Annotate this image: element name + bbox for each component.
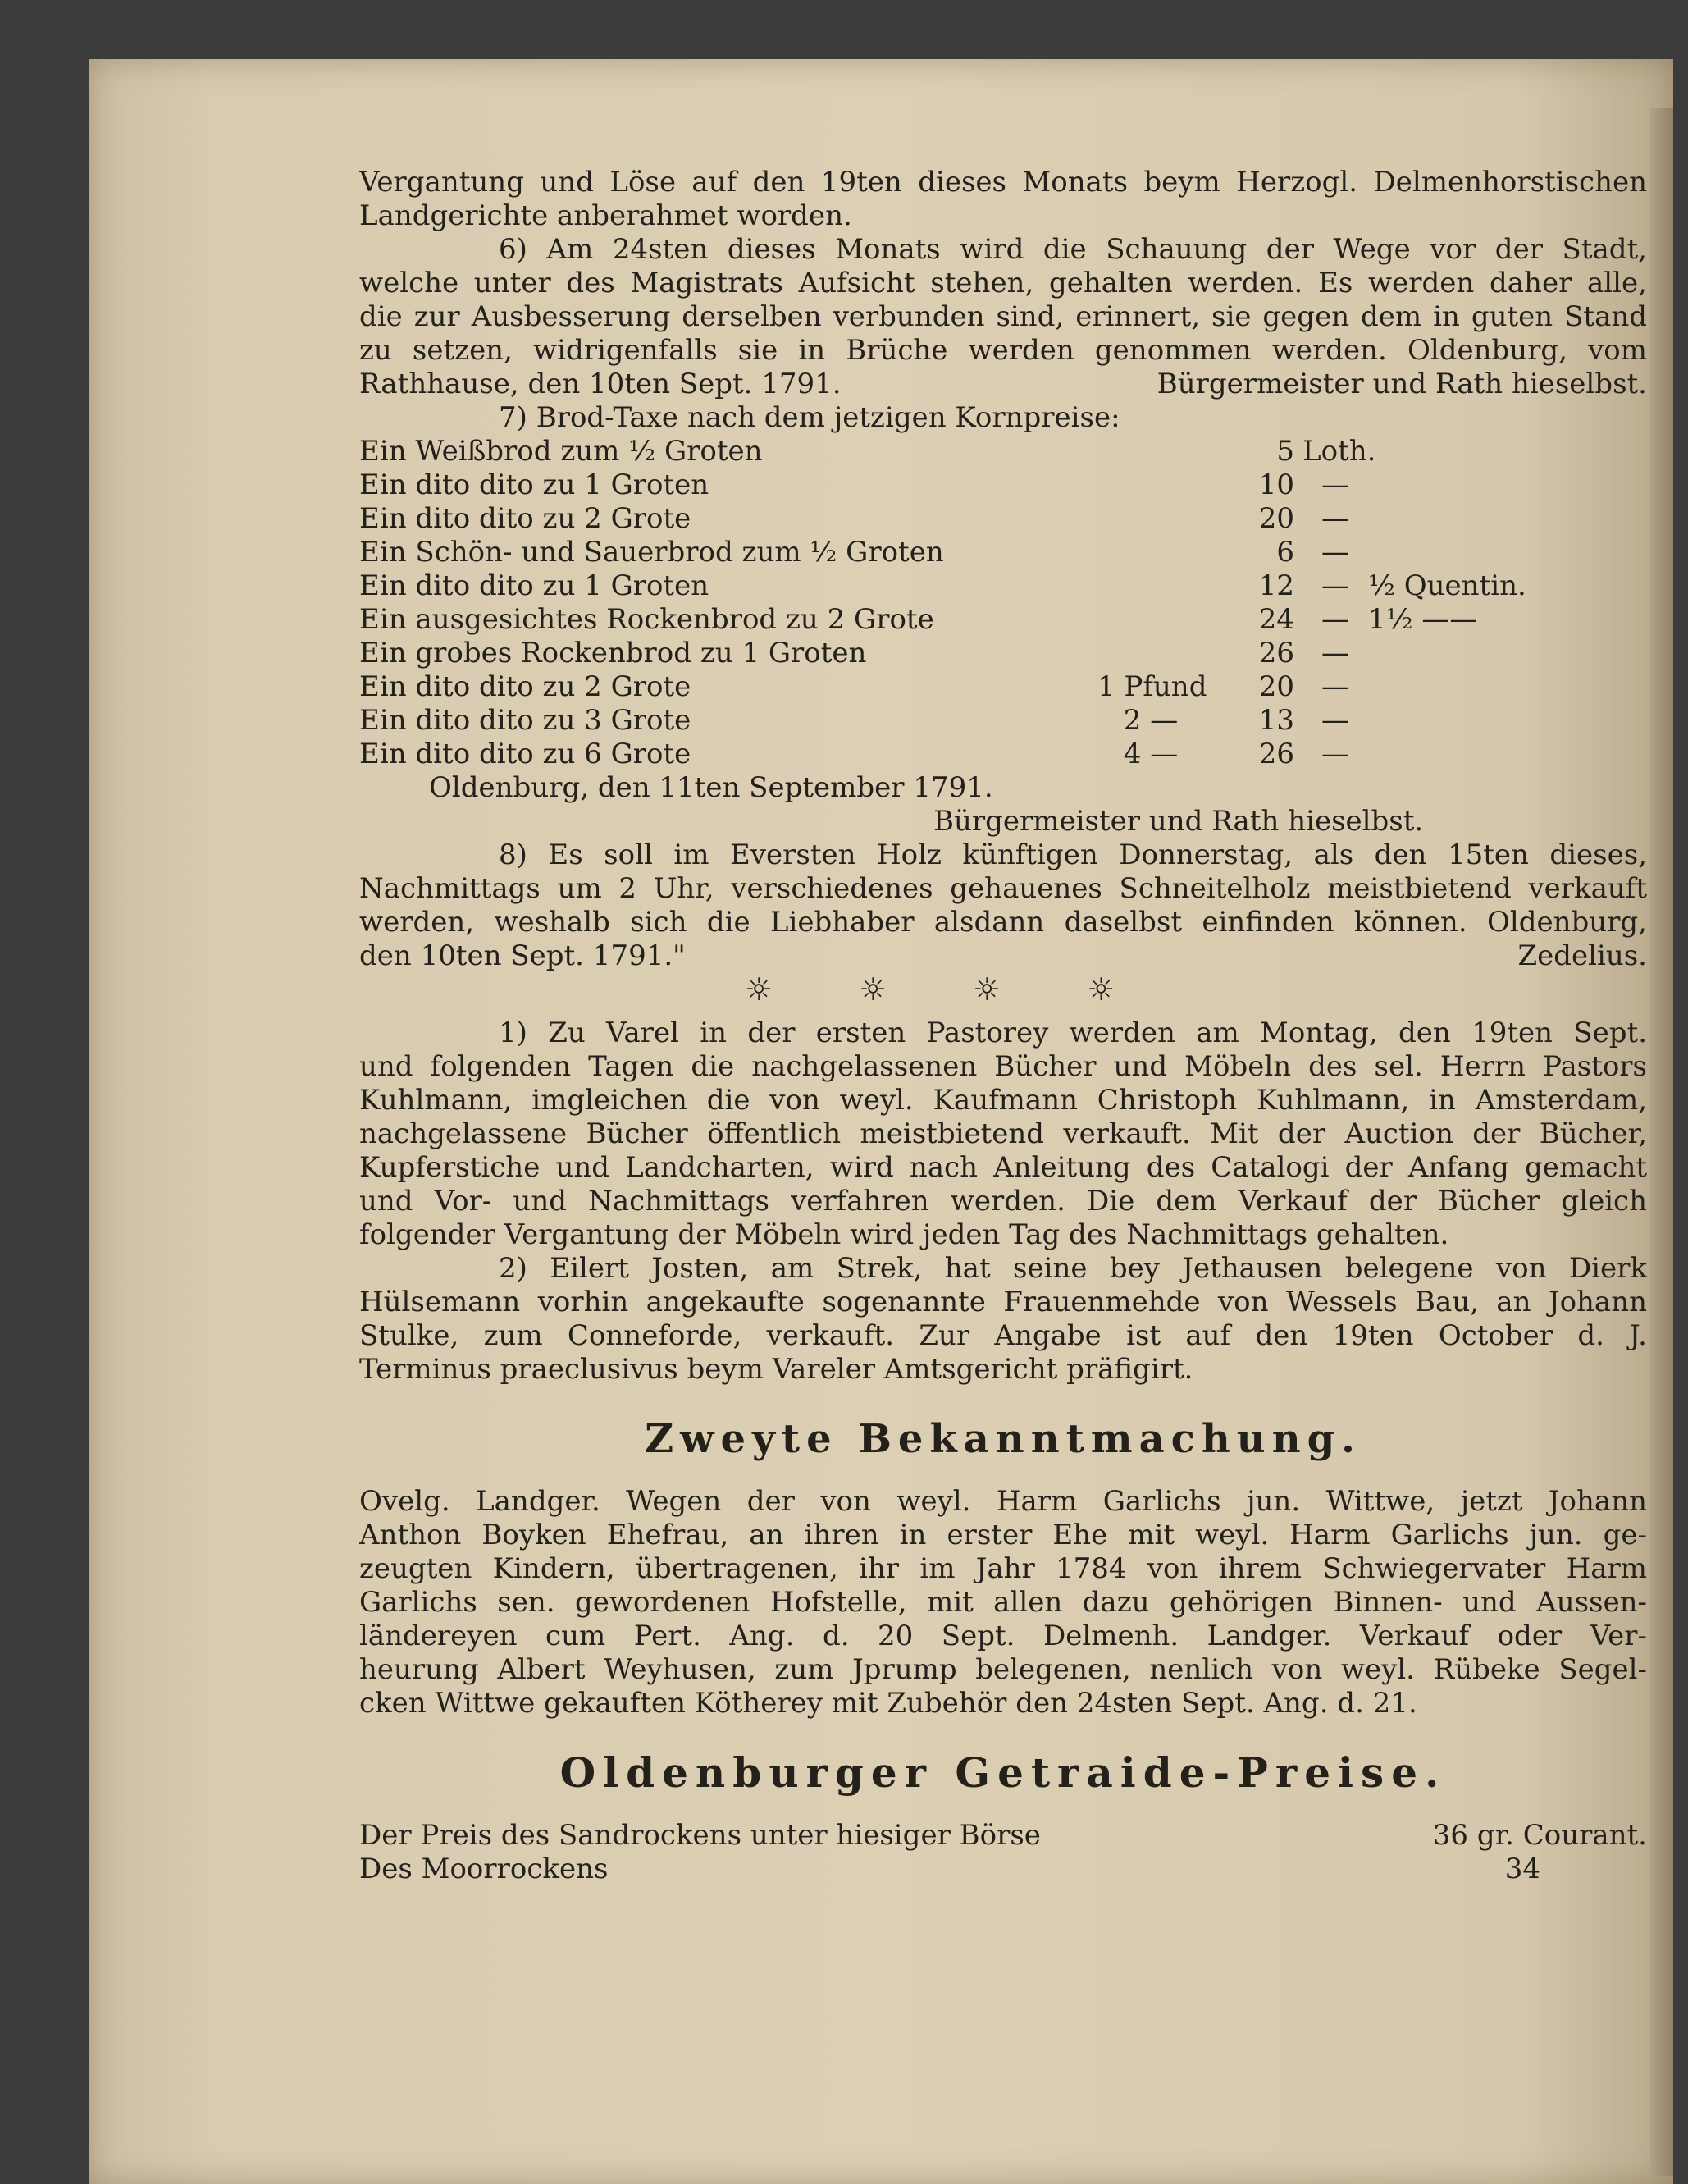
page-text xyxy=(359,166,1647,1886)
price-value: 36 gr. Courant. xyxy=(1432,1819,1647,1852)
text-line: nachgelassene Bücher öffentlich meistbietend verkauft. Mit der Auction der Bücher, xyxy=(359,1117,1647,1150)
text-line: und folgenden Tagen die nachgelassenen Bücher und Möbeln des sel. Herrn Pastors xyxy=(359,1050,1647,1083)
text-line: Ovelg. Landger. Wegen der von weyl. Harm Garlichs jun. Wittwe, jetzt Johann xyxy=(359,1485,1647,1518)
table-row xyxy=(359,603,1647,637)
text-line: Anthon Boyken Ehefrau, an ihren in erster Ehe mit weyl. Harm Garlichs jun. ge- xyxy=(359,1519,1647,1551)
table-cell-unit: — xyxy=(1321,536,1349,569)
section-heading: Oldenburger Getraide-Preise. xyxy=(559,1748,1447,1797)
table-row xyxy=(359,738,1647,771)
signature-name: Zedelius. xyxy=(1517,939,1647,972)
table-cell-item: Ein dito dito zu 1 Groten xyxy=(359,468,709,501)
table-cell-quentin xyxy=(1368,502,1614,536)
sun-ornament-icon: ☼ xyxy=(1087,971,1115,1007)
table-cell-quentin xyxy=(1368,468,1614,502)
table-row xyxy=(359,704,1647,738)
table-row xyxy=(359,502,1647,536)
table-cell-item: Ein Schön- und Sauerbrod zum ½ Groten xyxy=(359,536,944,569)
text-line: ländereyen cum Pert. Ang. d. 20 Sept. Delmenh. Landger. Verkauf oder Ver- xyxy=(359,1620,1647,1652)
table-cell-loth: 10 xyxy=(1258,468,1294,501)
table-cell-item: Ein dito dito zu 2 Grote xyxy=(359,670,691,703)
section-heading: Zweyte Bekanntmachung. xyxy=(645,1416,1362,1462)
table-cell-loth: 26 xyxy=(1258,738,1294,770)
newspaper-page xyxy=(89,59,1673,2184)
table-cell-pfund xyxy=(1097,468,1204,502)
table-row xyxy=(359,536,1647,569)
signature-date: Rathhause, den 10ten Sept. 1791. xyxy=(359,368,842,400)
price-row xyxy=(359,1819,1647,1853)
table-cell-item: Ein grobes Rockenbrod zu 1 Groten xyxy=(359,637,867,669)
table-row xyxy=(359,670,1647,704)
text-line: cken Wittwe gekauften Kötherey mit Zubehör den 24sten Sept. Ang. d. 21. xyxy=(359,1687,1417,1720)
table-cell-unit: — xyxy=(1321,468,1349,501)
table-cell-quentin xyxy=(1368,637,1614,670)
sun-ornament-icon: ☼ xyxy=(859,971,887,1007)
text-line: Vergantung und Löse auf den 19ten dieses Monats beym Herzogl. Delmenhorstischen xyxy=(359,166,1647,199)
table-cell-quentin xyxy=(1368,738,1614,771)
table-cell-loth: 5 xyxy=(1276,435,1294,468)
table-cell-quentin xyxy=(1368,435,1614,468)
table-cell-unit: — xyxy=(1321,704,1349,737)
text-line: Kuhlmann, imgleichen die von weyl. Kaufmann Christoph Kuhlmann, in Amsterdam, xyxy=(359,1084,1647,1117)
table-cell-unit: — xyxy=(1321,502,1349,535)
table-row xyxy=(359,637,1647,670)
signature-authority: Bürgermeister und Rath hieselbst. xyxy=(1157,368,1647,400)
text-line: folgender Vergantung der Möbeln wird jeden Tag des Nachmittags gehalten. xyxy=(359,1218,1449,1251)
ornament-divider xyxy=(359,973,1647,1007)
table-cell-loth: 20 xyxy=(1258,502,1294,535)
text-line: 6) Am 24sten dieses Monats wird die Schauung der Wege vor der Stadt, xyxy=(499,233,1647,266)
text-line: Hülsemann vorhin angekaufte sogenannte Frauenmehde von Wessels Bau, an Johann xyxy=(359,1286,1647,1318)
table-cell-pfund xyxy=(1097,502,1204,536)
text-line: und Vor- und Nachmittags verfahren werden. Die dem Verkauf der Bücher gleich xyxy=(359,1185,1647,1218)
date-line: Oldenburg, den 11ten September 1791. xyxy=(429,771,993,804)
sun-ornament-icon: ☼ xyxy=(973,971,1001,1007)
price-value: 34 xyxy=(1504,1853,1540,1885)
table-cell-unit: — xyxy=(1321,738,1349,770)
table-cell-item: Ein dito dito zu 6 Grote xyxy=(359,738,691,770)
price-row xyxy=(359,1853,1647,1886)
table-row xyxy=(359,435,1647,468)
table-cell-pfund xyxy=(1097,569,1204,603)
text-line: zeugten Kindern, übertragenen, ihr im Jahr 1784 von ihrem Schwiegervater Harm xyxy=(359,1552,1647,1585)
text-line: die zur Ausbesserung derselben verbunden sind, erinnert, sie gegen dem in guten Stand xyxy=(359,300,1647,333)
table-cell-unit: — xyxy=(1321,670,1349,703)
signature-line xyxy=(359,368,1647,401)
table-cell-loth: 12 xyxy=(1258,569,1294,602)
table-cell-pfund xyxy=(1097,603,1204,637)
table-cell-loth: 6 xyxy=(1276,536,1294,569)
table-cell-item: Ein ausgesichtes Rockenbrod zu 2 Grote xyxy=(359,603,934,636)
table-cell-pfund: 4 — xyxy=(1123,738,1179,770)
table-cell-pfund xyxy=(1097,637,1204,670)
table-cell-loth: 24 xyxy=(1258,603,1294,636)
text-line: 1) Zu Varel in der ersten Pastorey werden am Montag, den 19ten Sept. xyxy=(499,1017,1647,1049)
table-cell-quentin xyxy=(1368,670,1614,704)
text-line: Garlichs sen. gewordenen Hofstelle, mit allen dazu gehörigen Binnen- und Aussen- xyxy=(359,1586,1647,1619)
table-cell-loth: 26 xyxy=(1258,637,1294,669)
table-cell-quentin: ½ Quentin. xyxy=(1368,569,1526,602)
sun-ornament-icon: ☼ xyxy=(745,971,773,1007)
text-line: Kupferstiche und Landcharten, wird nach Anleitung des Catalogi der Anfang gemacht xyxy=(359,1151,1647,1184)
brodtaxe-heading: 7) Brod-Taxe nach dem jetzigen Kornpreise: xyxy=(499,401,1120,434)
table-cell-unit: — xyxy=(1321,603,1349,636)
signature-authority: Bürgermeister und Rath hieselbst. xyxy=(933,805,1424,838)
text-line: 2) Eilert Josten, am Strek, hat seine bey Jethausen belegene von Dierk xyxy=(499,1252,1647,1285)
table-cell-quentin xyxy=(1368,536,1614,569)
signature-line xyxy=(359,939,1647,973)
table-cell-pfund xyxy=(1097,536,1204,569)
text-line: welche unter des Magistrats Aufsicht stehen, gehalten werden. Es werden daher alle, xyxy=(359,267,1647,299)
table-cell-quentin: 1½ —— xyxy=(1368,603,1478,636)
text-line: 8) Es soll im Eversten Holz künftigen Donnerstag, als den 15ten dieses, xyxy=(499,838,1647,871)
brodtaxe-table xyxy=(359,435,1647,771)
table-cell-pfund: 1 Pfund xyxy=(1097,670,1207,703)
text-line: heurung Albert Weyhusen, zum Jprump belegenen, nenlich von weyl. Rübeke Segel- xyxy=(359,1653,1647,1686)
table-cell-item: Ein dito dito zu 3 Grote xyxy=(359,704,691,737)
text-line: Landgerichte anberahmet worden. xyxy=(359,199,852,232)
table-cell-item: Ein dito dito zu 1 Groten xyxy=(359,569,709,602)
price-label: Des Moorrockens xyxy=(359,1853,609,1885)
table-row xyxy=(359,569,1647,603)
table-cell-quentin xyxy=(1368,704,1614,738)
table-cell-pfund xyxy=(1097,435,1204,468)
table-cell-item: Ein dito dito zu 2 Grote xyxy=(359,502,691,535)
table-cell-unit: Loth. xyxy=(1302,435,1376,468)
table-cell-pfund: 2 — xyxy=(1123,704,1179,737)
text-line: zu setzen, widrigenfalls sie in Brüche werden genommen werden. Oldenburg, vom xyxy=(359,334,1647,367)
text-line: werden, weshalb sich die Liebhaber alsdann daselbst einfinden können. Oldenburg, xyxy=(359,906,1647,939)
page-edge xyxy=(1650,108,1673,2176)
price-label: Der Preis des Sandrockens unter hiesiger Börse xyxy=(359,1819,1041,1852)
table-cell-unit: — xyxy=(1321,637,1349,669)
table-cell-item: Ein Weißbrod zum ½ Groten xyxy=(359,435,763,468)
signature-date: den 10ten Sept. 1791." xyxy=(359,939,686,972)
text-line: Nachmittags um 2 Uhr, verschiedenes gehauenes Schneitelholz meistbietend verkauft xyxy=(359,872,1647,905)
table-cell-loth: 20 xyxy=(1258,670,1294,703)
table-cell-unit: — xyxy=(1321,569,1349,602)
table-cell-loth: 13 xyxy=(1258,704,1294,737)
text-line: Terminus praeclusivus beym Vareler Amtsgericht präfigirt. xyxy=(359,1353,1193,1386)
text-line: Stulke, zum Conneforde, verkauft. Zur Angabe ist auf den 19ten October d. J. xyxy=(359,1319,1647,1352)
table-row xyxy=(359,468,1647,502)
